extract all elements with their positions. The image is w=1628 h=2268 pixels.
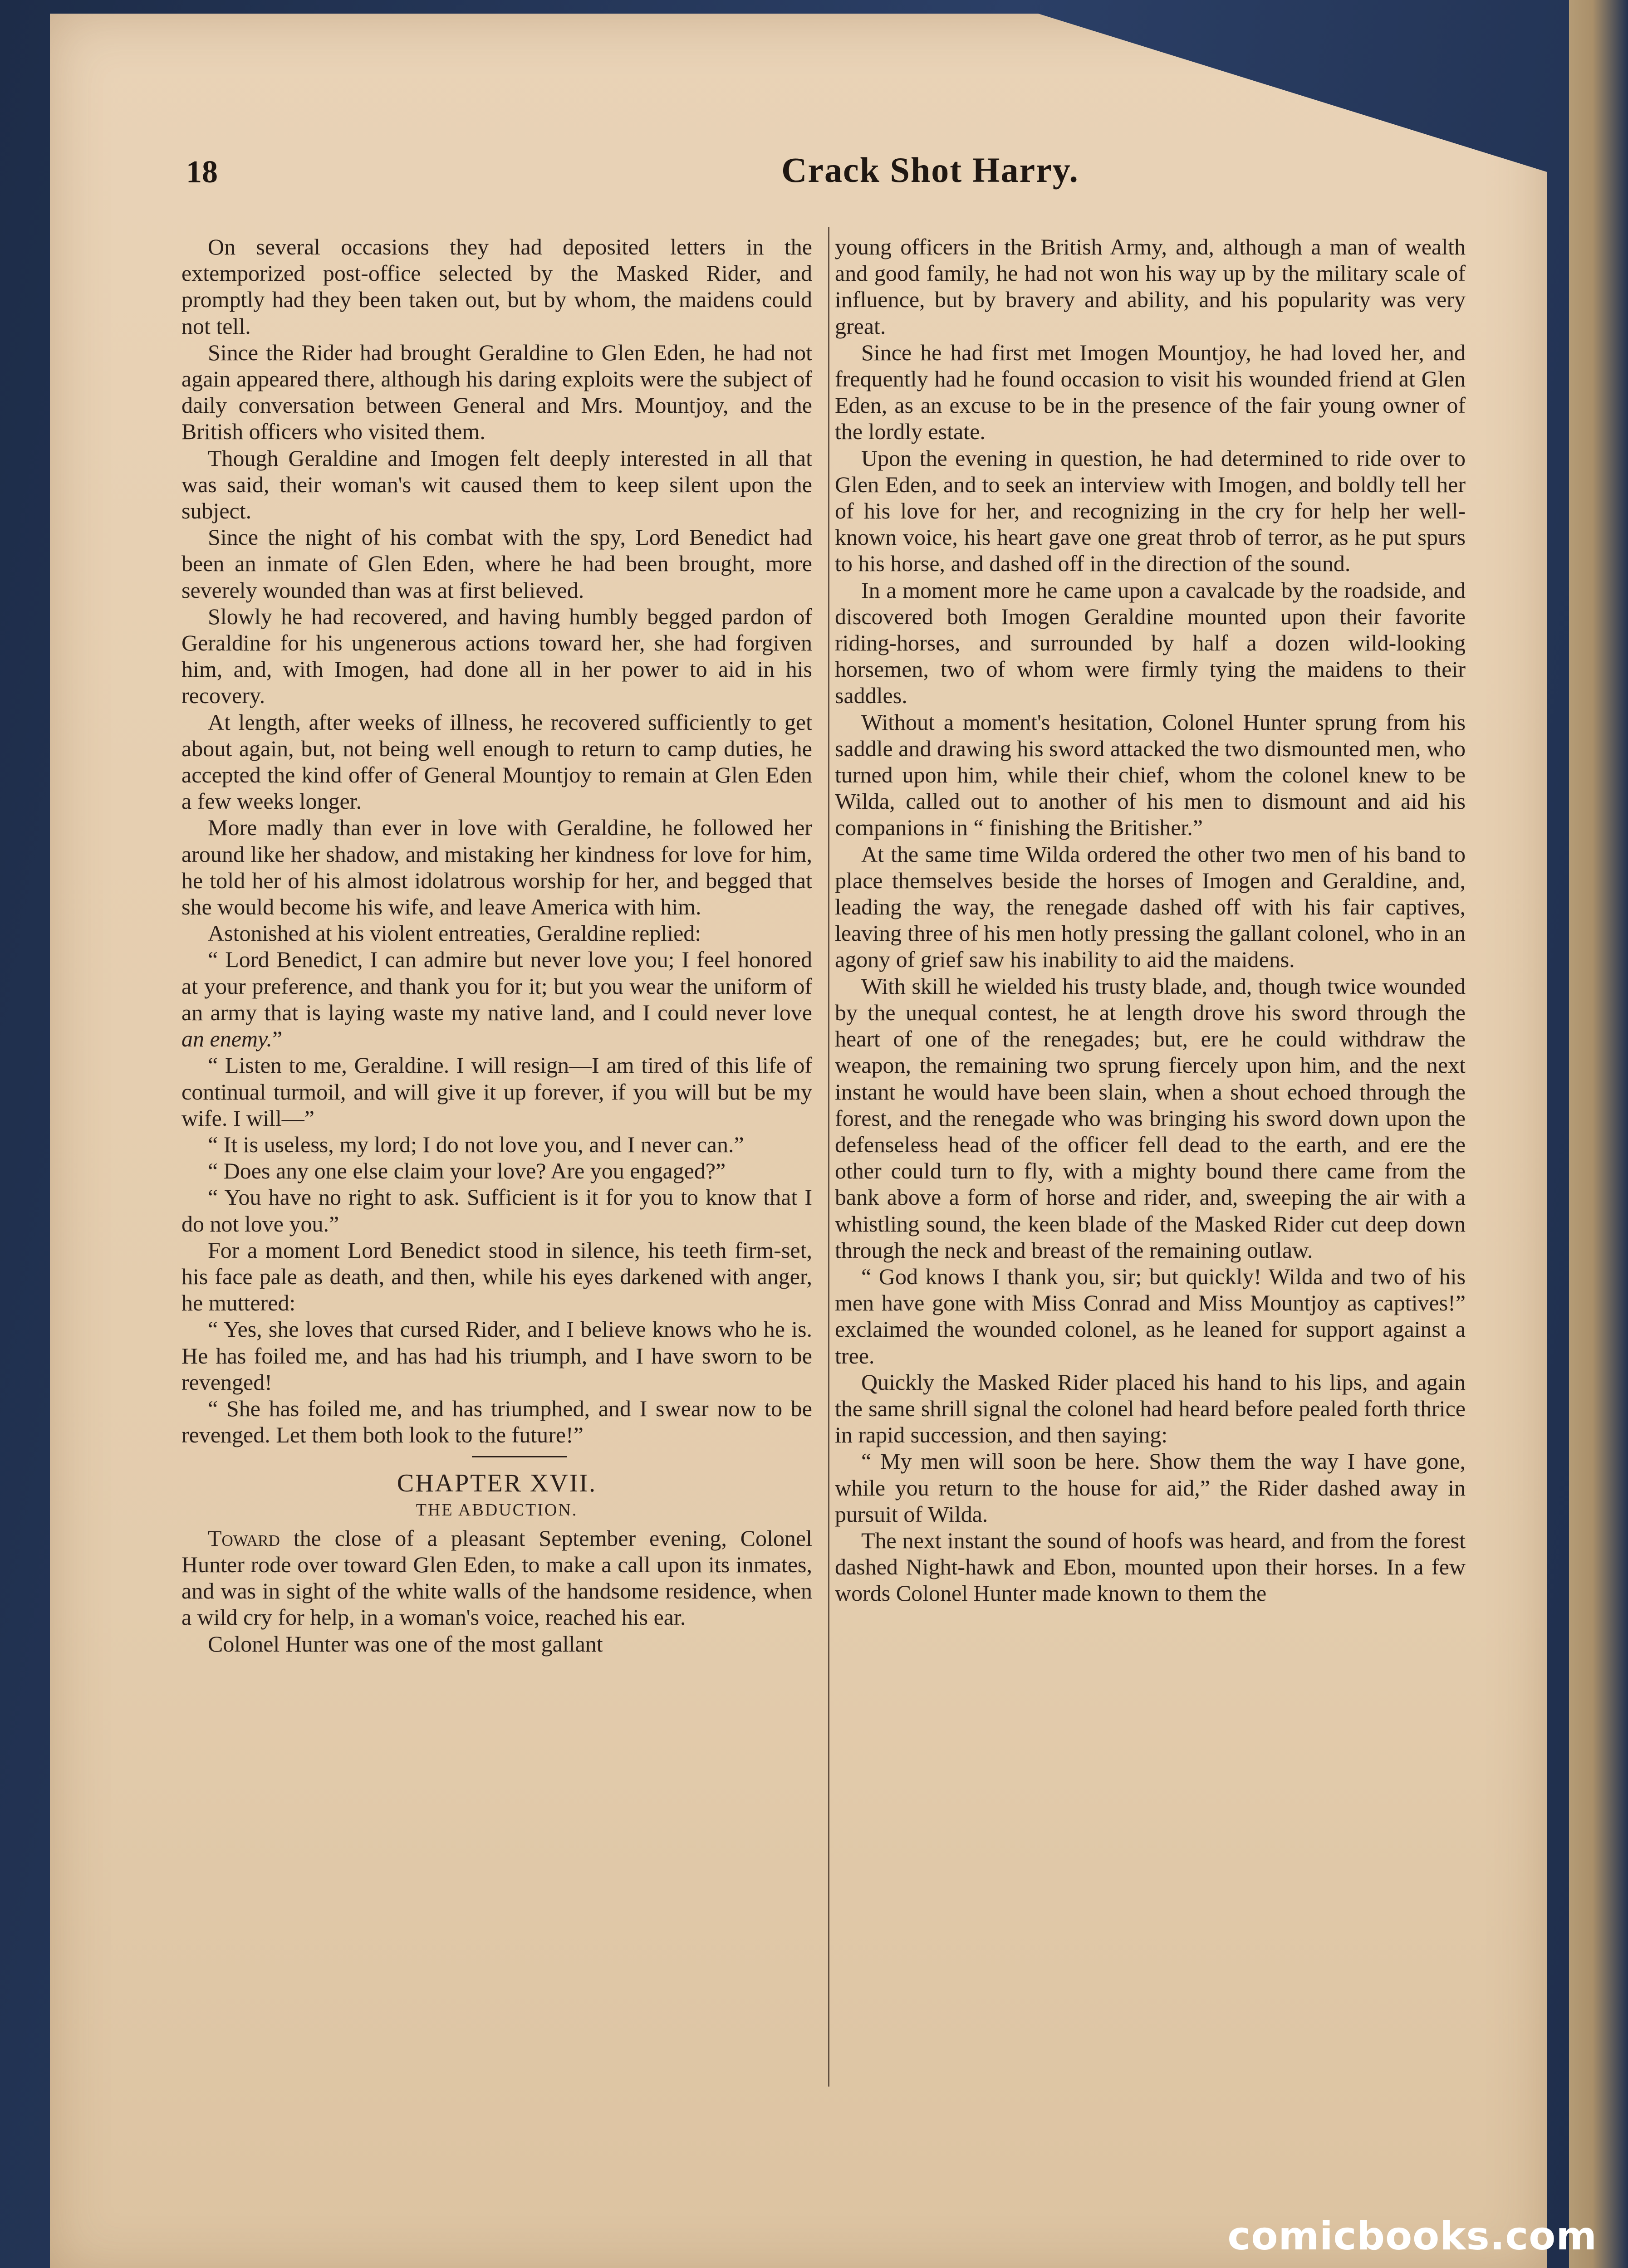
paragraph: “ Listen to me, Geraldine. I will resign—I am tired of this life of continual turmoil, and will give it up forever, if you will but be my wife. I will—” <box>181 1052 812 1131</box>
emphasis-text: an enemy. <box>181 1026 272 1052</box>
column-divider <box>828 227 829 2087</box>
paragraph: Though Geraldine and Imogen felt deeply interested in all that was said, their woman's wit caused them to keep silent upon the subject. <box>181 445 812 524</box>
paragraph: Astonished at his violent entreaties, Geraldine replied: <box>208 920 701 946</box>
paragraph: “ You have no right to ask. Sufficient is it for you to know that I do not love you.” <box>181 1184 812 1237</box>
continued-paragraph: young officers in the British Army, and, although a man of wealth and good family, he had not won his way up by the military scale of influence, but by bravery and ability, and his popularity was very great. <box>835 234 1466 339</box>
paragraph: Since the night of his combat with the spy, Lord Benedict had been an inmate of Glen Eden, where he had been brought, more severely wounded than was at first believed. <box>181 524 812 603</box>
paragraph: “ Does any one else claim your love? Are you engaged?” <box>208 1158 726 1184</box>
chapter-subtitle: THE ABDUCTION. <box>416 1500 578 1520</box>
paragraph: On several occasions they had deposited letters in the extemporized post-office selected by the Masked Rider, and promptly had they been taken out, but by whom, the maidens could not tell. <box>181 234 812 339</box>
paragraph: For a moment Lord Benedict stood in silence, his teeth firm-set, his face pale as death, and then, while his eyes darkened with anger, he muttered: <box>181 1237 812 1316</box>
dialogue-paragraph <box>181 946 812 1052</box>
paragraph: In a moment more he came upon a cavalcade by the roadside, and discovered both Imogen Geraldine mounted upon their favorite riding-horses, and surrounded by half a dozen wild-looking horsemen, two of whom were firmly tying the maidens to their saddles. <box>835 577 1466 709</box>
running-title: Crack Shot Harry. <box>781 150 1079 190</box>
paragraph: Upon the evening in question, he had determined to ride over to Glen Eden, and to seek an interview with Imogen, and boldly tell her of his love for her, and recognizing in the cry for help her well-known voice, his heart gave one great throb of terror, as he put spurs to his horse, and dashed off in the direction of the sound. <box>835 445 1466 577</box>
paragraph: “ God knows I thank you, sir; but quickly! Wilda and two of his men have gone with Miss Conrad and Miss Mountjoy as captives!” exclaimed the wounded colonel, as he leaned for support against a tree. <box>835 1263 1466 1369</box>
paragraph: Without a moment's hesitation, Colonel Hunter sprung from his saddle and drawing his sword attacked the two dismounted men, who turned upon him, while their chief, whom the colonel knew to be Wilda, called out to another of his men to dismount and aid his companions in “ finishing the Britisher.” <box>835 709 1466 841</box>
paragraph: With skill he wielded his trusty blade, and, though twice wounded by the unequal contest, he at length drove his sword through the heart of one of the renegades; but, ere he could withdraw the weapon, the remaining two sprung fiercely upon him, and the next instant he would have been slain, when a shout echoed through the forest, and the renegade who was bringing his sword down upon the defenseless head of the officer fell dead to the earth, and ere the other could turn to fly, with a mighty bound there came from the bank above a form of horse and rider, and, sweeping the air with a whistling sound, the keen blade of the Masked Rider cut deep down through the neck and breast of the remaining outlaw. <box>835 973 1466 1263</box>
chapter-opening-paragraph <box>181 1525 812 1631</box>
paragraph: More madly than ever in love with Geraldine, he followed her around like her shadow, and mistaking her kindness for love for him, he told her of his almost idolatrous worship for her, and begged that she would become his wife, and leave America with him. <box>181 815 812 920</box>
chapter-heading: CHAPTER XVII. <box>397 1469 597 1498</box>
paragraph: At length, after weeks of illness, he recovered sufficiently to get about again, but, not being well enough to return to camp duties, he accepted the kind offer of General Mountjoy to remain at Glen Eden a few weeks longer. <box>181 709 812 814</box>
paragraph-text: “ Lord Benedict, I can admire but never love you; I feel honored at your preference, and thank you for it; but you wear the uniform of an army that is laying waste my native land, and I could never love <box>181 947 812 1025</box>
page-header <box>136 150 1452 209</box>
page-number: 18 <box>186 155 218 190</box>
left-column <box>181 234 812 1657</box>
paragraph: Slowly he had recovered, and having humbly begged pardon of Geraldine for his ungenerous actions toward her, she had forgiven him, and, with Imogen, had done all in her power to aid in his recovery. <box>181 603 812 709</box>
watermark-logo: comicbooks.com <box>1227 2214 1597 2259</box>
paragraph: “ My men will soon be here. Show them the way I have gone, while you return to the house for aid,” the Rider dashed away in pursuit of Wilda. <box>835 1448 1466 1527</box>
paragraph-text: the close of a pleasant September evening, Colonel Hunter rode over toward Glen Eden, to make a call upon its inmates, and was in sight of the white walls of the handsome residence, when a wild cry for help, in a woman's voice, reached his ear. <box>181 1525 812 1630</box>
paragraph: Quickly the Masked Rider placed his hand to his lips, and again the same shrill signal the colonel had heard before pealed forth thrice in rapid succession, and then saying: <box>835 1369 1466 1448</box>
closing-quote: ” <box>272 1026 283 1052</box>
paragraph: “ She has foiled me, and has triumphed, and I swear now to be revenged. Let them both look to the future!” <box>181 1395 812 1448</box>
next-page-edge <box>1569 0 1628 2268</box>
opening-word: Toward <box>208 1525 280 1551</box>
right-column <box>835 234 1466 1607</box>
paragraph: Since he had first met Imogen Mountjoy, he had loved her, and frequently had he found occasion to visit his wounded friend at Glen Eden, as an excuse to be in the presence of the fair young owner of the lordly estate. <box>835 339 1466 445</box>
paragraph: The next instant the sound of hoofs was heard, and from the forest dashed Night-hawk and Ebon, mounted upon their horses. In a few words Colonel Hunter made known to them the <box>835 1527 1466 1606</box>
paragraph: “ Yes, she loves that cursed Rider, and I believe knows who he is. He has foiled me, and has had his triumph, and I have sworn to be revenged! <box>181 1316 812 1395</box>
paragraph: “ It is useless, my lord; I do not love you, and I never can.” <box>208 1131 744 1157</box>
paragraph: At the same time Wilda ordered the other two men of his band to place themselves beside the horses of Imogen and Geraldine, and, leading the way, the renegade dashed off with his fair captives, leaving three of his men hotly pressing the gallant colonel, who in an agony of grief saw his inability to aid the maidens. <box>835 841 1466 973</box>
paragraph: Colonel Hunter was one of the most gallant <box>208 1631 603 1657</box>
section-rule <box>472 1456 567 1457</box>
paragraph: Since the Rider had brought Geraldine to Glen Eden, he had not again appeared there, although his daring exploits were the subject of daily conversation between General and Mrs. Mountjoy, and the British officers who visited them. <box>181 339 812 445</box>
